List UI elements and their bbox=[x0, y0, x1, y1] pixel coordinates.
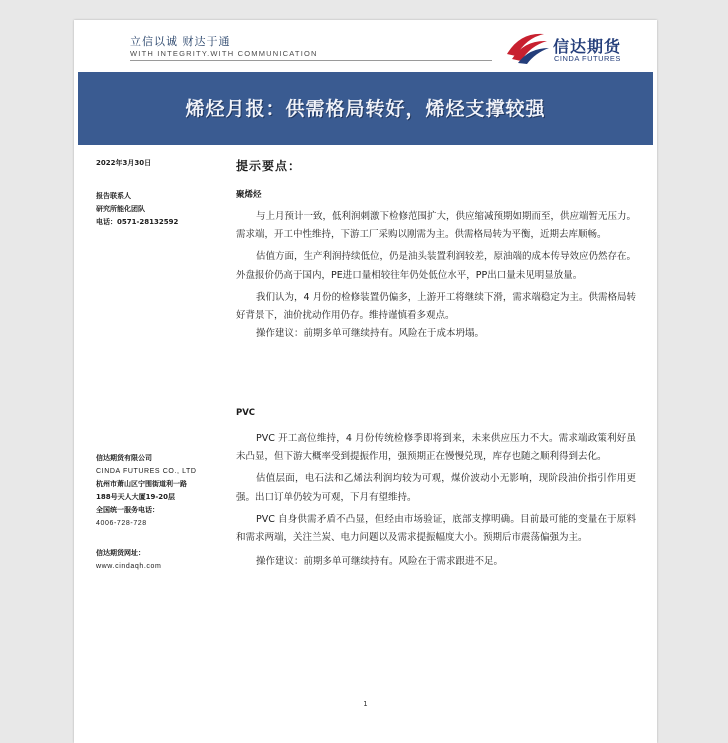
logo-text-en: CINDA FUTURES bbox=[554, 54, 621, 63]
website-label: 信达期货网址： bbox=[96, 549, 145, 557]
company-address-1: 杭州市萧山区宁围街道利一路 bbox=[96, 480, 187, 488]
company-address-2: 188号天人大厦19-20层 bbox=[96, 493, 175, 501]
cinda-logo bbox=[504, 28, 654, 68]
company-block bbox=[96, 452, 197, 530]
website-block bbox=[96, 547, 161, 573]
hotline-label: 全国统一服务电话： bbox=[96, 506, 159, 514]
contact-block bbox=[96, 190, 178, 229]
pvc-paragraph: PVC 开工高位维持，4 月份传统检修季即将到来，未来供应压力不大。需求端政策利好虽未凸显，但下游大概率受到提振作用，强预期正在慢慢兑现，库存也随之顺利得到去化。 bbox=[236, 433, 636, 463]
header-rule bbox=[130, 60, 492, 61]
report-date: 2022年3月30日 bbox=[96, 159, 152, 167]
cinda-logo-mark-icon bbox=[504, 28, 550, 66]
pvc-section bbox=[236, 430, 636, 571]
contact-phone: 电话：0571-28132592 bbox=[96, 218, 179, 226]
olefin-paragraph: 估值方面，生产利润持续低位，仍是油头装置利润较差，原油端的成本传导效应仍然存在。外盘报价仍高于国内，PE进口量相较往年仍处低位水平，PP出口量未见明显放量。 bbox=[236, 251, 637, 281]
olefin-paragraph: 我们认为，4 月份的检修装置仍偏多，上游开工将继续下滑，需求端稳定为主。供需格局转好背景下，油价扰动作用仍存。维持谨慎看多观点。 bbox=[236, 291, 636, 322]
slogan-cn: 立信以诚 财达于通 bbox=[130, 35, 231, 48]
page-number: 1 bbox=[363, 700, 368, 708]
pvc-paragraph: 估值层面，电石法和乙烯法利润均较为可观，煤价波动小无影响，现阶段油价指引作用更强。出口订单仍较为可观，下月有望维持。 bbox=[236, 473, 636, 503]
key-points-heading: 提示要点： bbox=[236, 159, 302, 173]
title-banner bbox=[78, 72, 653, 145]
report-page bbox=[74, 20, 657, 743]
pvc-paragraph: 操作建议：前期多单可继续持有。风险在于需求跟进不足。 bbox=[256, 556, 504, 568]
pvc-paragraph: PVC 自身供需矛盾不凸显，但经由市场验证，底部支撑明确。目前最可能的变量在于原料和需求两端，关注兰炭、电力问题以及需求提振幅度大小。预期后市震荡偏强为主。 bbox=[236, 513, 636, 544]
logo-text-cn: 信达期货 bbox=[553, 37, 622, 56]
hotline-number: 4006-728-728 bbox=[96, 520, 147, 527]
contact-team: 研究所能化团队 bbox=[96, 205, 145, 213]
website-url[interactable]: www.cindaqh.com bbox=[96, 563, 162, 570]
pvc-section-title: PVC bbox=[236, 408, 256, 418]
company-name-en: CINDA FUTURES CO., LTD bbox=[96, 468, 197, 475]
contact-label: 报告联系人 bbox=[96, 192, 131, 200]
slogan-en: WITH INTEGRITY.WITH COMMUNICATION bbox=[130, 49, 318, 58]
olefin-section bbox=[236, 208, 636, 343]
report-title: 烯烃月报：供需格局转好，烯烃支撑较强 bbox=[185, 98, 546, 120]
olefin-paragraph: 与上月预计一致，低利润刺激下检修范围扩大，供应缩减预期如期而至，供应端暂无压力。需求端，开工中性维持，下游工厂采购以刚需为主。供需格局转为平衡，近期去库顺畅。 bbox=[236, 211, 637, 241]
company-name-cn: 信达期货有限公司 bbox=[96, 454, 152, 462]
olefin-section-title: 聚烯烃 bbox=[236, 190, 262, 200]
olefin-paragraph: 操作建议：前期多单可继续持有。风险在于成本坍塌。 bbox=[256, 328, 485, 340]
